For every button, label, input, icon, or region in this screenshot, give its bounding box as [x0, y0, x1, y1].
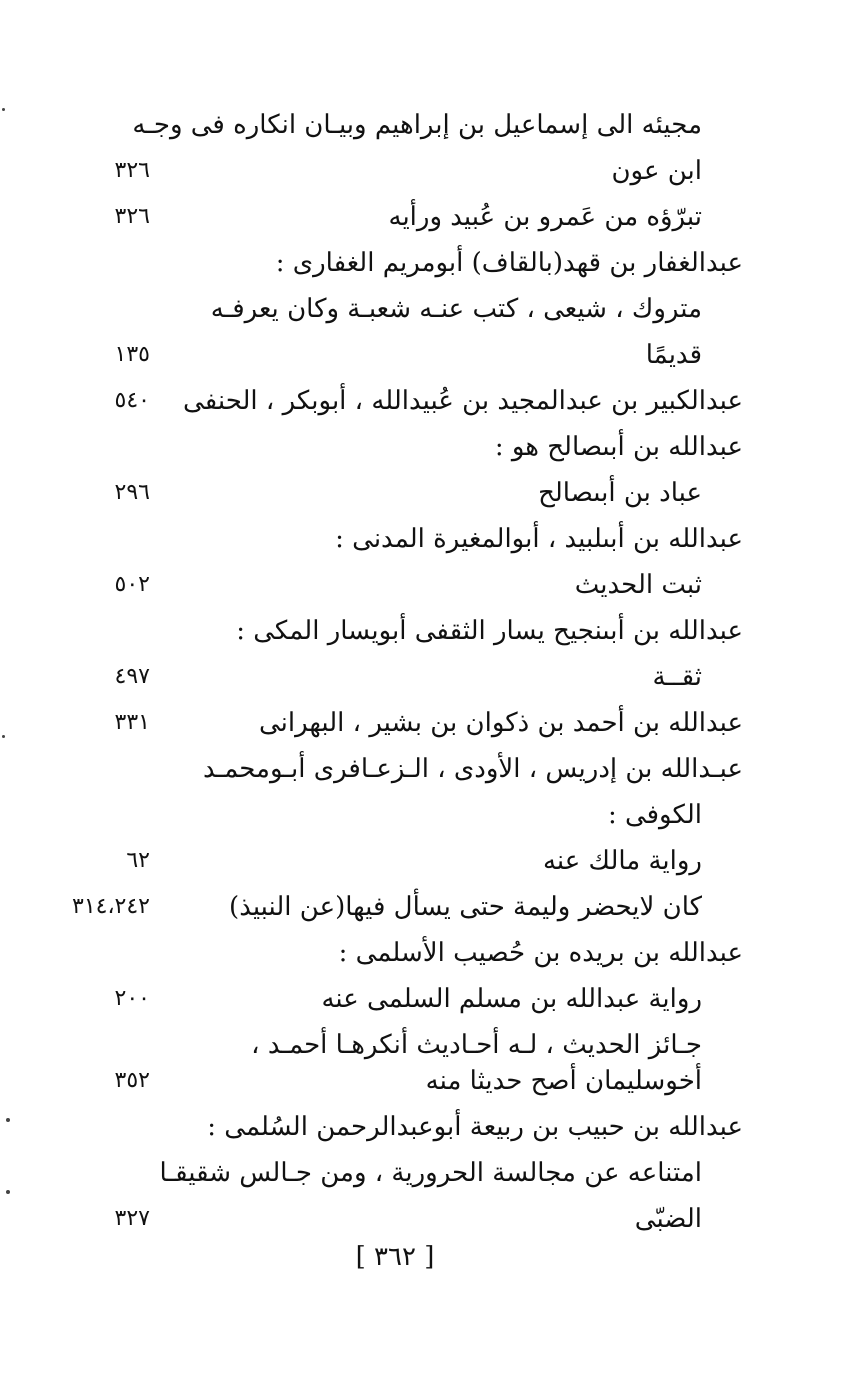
page-reference: ٤٩٧ [114, 664, 150, 689]
entry-heading: عبدالله بن أبىنجيح يسار الثقفى أبويسار المكى : [236, 616, 743, 646]
entry-line: الكوفى : [607, 800, 702, 830]
page-reference: ٦٢ [126, 848, 150, 873]
entry-line: تبرّؤه من عَمرو بن عُبيد ورأيه [388, 202, 702, 232]
scan-speck [2, 108, 5, 111]
entry-line: متروك ، شيعى ، كتب عنـه شعبـة وكان يعرفـه [210, 294, 702, 324]
scan-speck [2, 735, 5, 738]
entry-line: أخوسليمان أصح حديثا منه [425, 1066, 702, 1096]
page-reference: ٣٢٦ [114, 158, 150, 183]
entry-heading: عبدالله بن أبىلبيد ، أبوالمغيرة المدنى : [335, 524, 743, 554]
entry-heading: عبدالغفار بن قهد(بالقاف) أبومريم الغفارى : [275, 248, 743, 278]
entry-heading: عبدالله بن حبيب بن ربيعة أبوعبدالرحمن السُلمى : [207, 1112, 743, 1142]
page-reference: ٣٥٢ [114, 1068, 150, 1093]
entry-line: مجيئه الى إسماعيل بن إبراهيم وبيـان انكاره فى وجـه [132, 110, 702, 140]
entry-line: امتناعه عن مجالسة الحرورية ، ومن جـالس شقيقـا [159, 1158, 702, 1188]
page-reference: ٣٣١ [114, 710, 150, 735]
entry-line: كان لايحضر وليمة حتى يسأل فيها(عن النبيذ) [229, 892, 702, 922]
page-reference: ٣٢٧ [114, 1206, 150, 1231]
entry-heading: عبدالله بن أبىصالح هو : [494, 432, 743, 462]
entry-line: ابن عون [611, 156, 702, 186]
page-reference: ٣١٤،٢٤٢ [72, 894, 150, 919]
entry-line: الضبّى [634, 1204, 702, 1234]
entry-line: جـائز الحديث ، لـه أحـاديث أنكرهـا أحمـد ، [251, 1030, 702, 1060]
page-reference: ٢٠٠ [114, 986, 150, 1011]
page-reference: ١٣٥ [114, 342, 150, 367]
scan-speck [6, 1190, 10, 1194]
scan-speck [6, 1118, 10, 1122]
page-number: [ ٣٦٢ ] [355, 1242, 435, 1272]
page-reference: ٣٢٦ [114, 204, 150, 229]
entry-heading: عبدالله بن أحمد بن ذكوان بن بشير ، البهرانى [258, 708, 743, 738]
entry-heading: عبـدالله بن إدريس ، الأودى ، الـزعـافرى أبـومحمـد [202, 754, 743, 784]
entry-heading: عبدالكبير بن عبدالمجيد بن عُبيدالله ، أبوبكر ، الحنفى [183, 386, 743, 416]
page-reference: ٥٠٢ [114, 572, 150, 597]
page-reference: ٢٩٦ [114, 480, 150, 505]
entry-line: رواية عبدالله بن مسلم السلمى عنه [321, 984, 702, 1014]
entry-line: قديمًا [645, 340, 702, 370]
entry-line: ثقــة [652, 662, 702, 692]
page-reference: ٥٤٠ [114, 388, 150, 413]
entry-line: عباد بن أبىصالح [538, 478, 702, 508]
entry-line: رواية مالك عنه [542, 846, 702, 876]
entry-line: ثبت الحديث [574, 570, 702, 600]
entry-heading: عبدالله بن بريده بن حُصيب الأسلمى : [338, 938, 743, 968]
